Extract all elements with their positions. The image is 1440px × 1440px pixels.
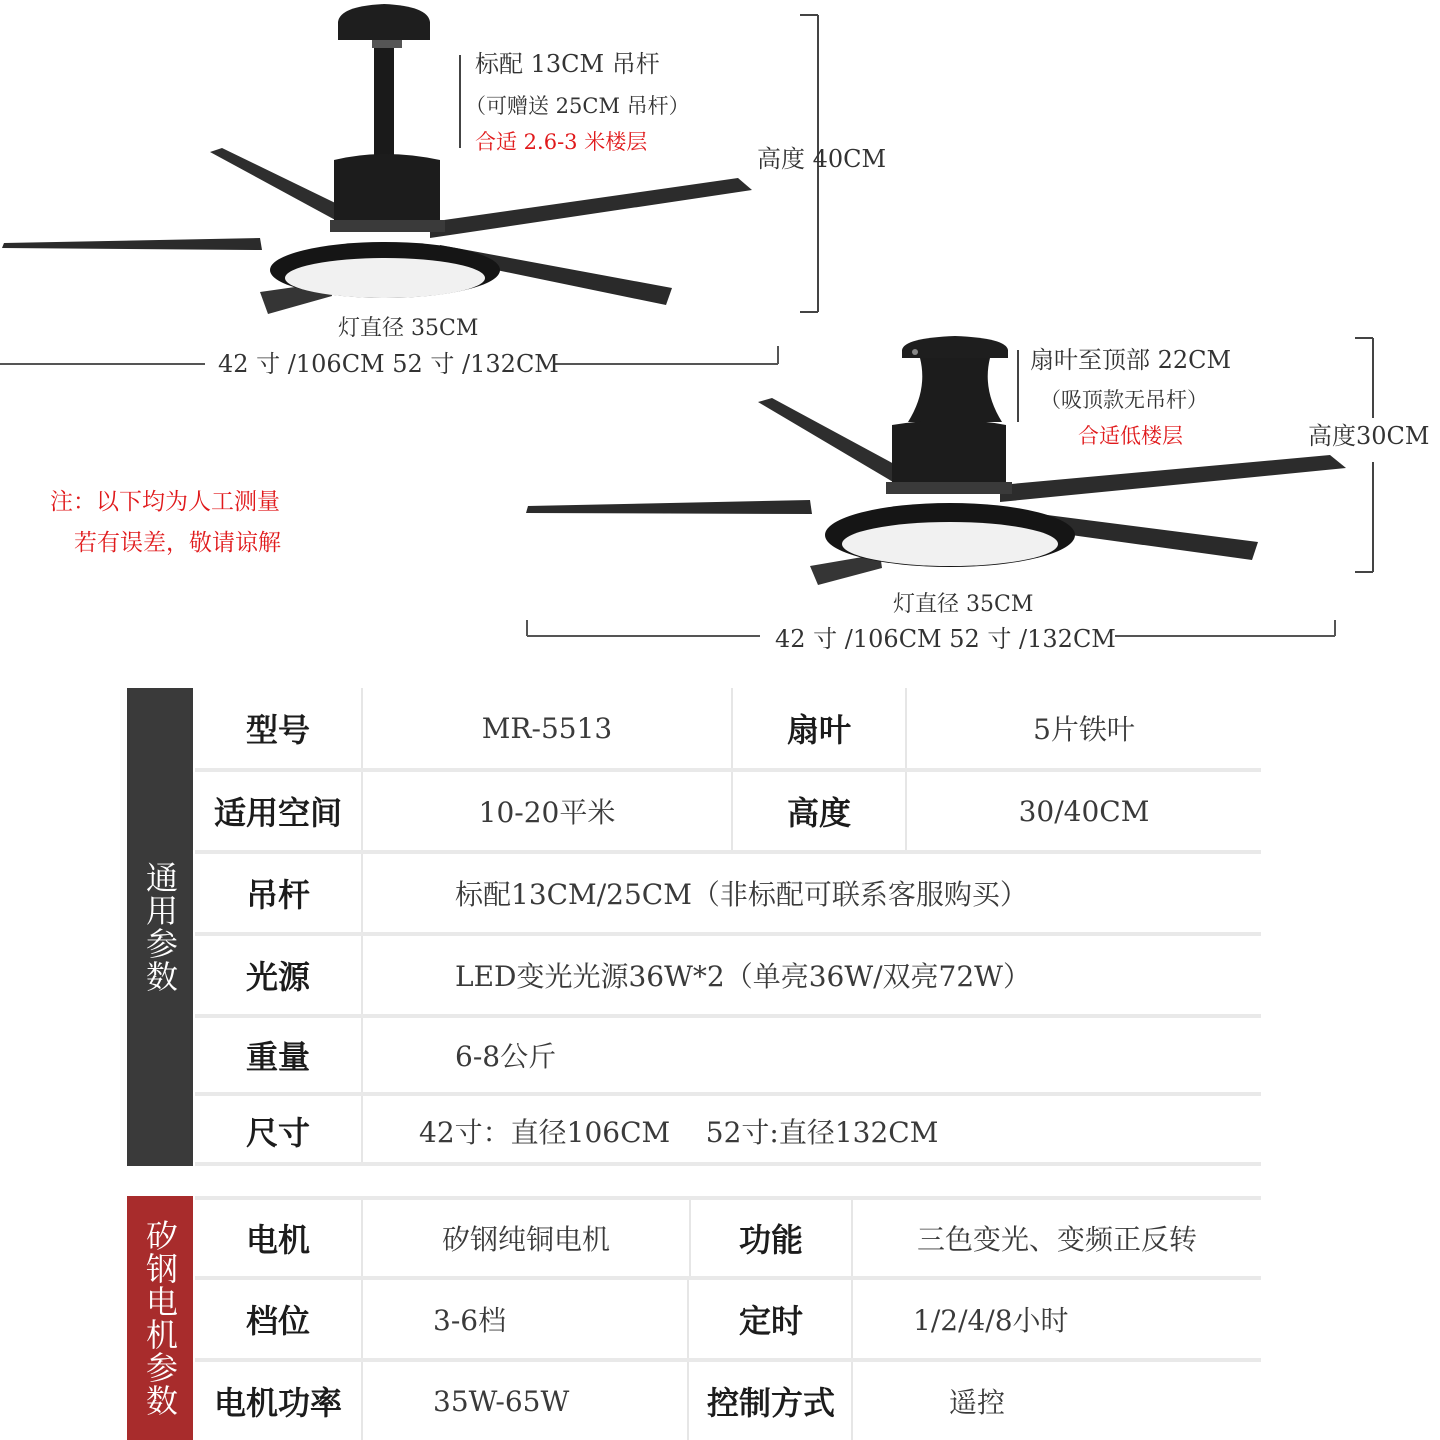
weight-value: 6-8公斤 — [455, 1040, 557, 1073]
height-spec-label: 高度 — [733, 772, 907, 850]
table-row — [195, 688, 1261, 768]
mount-note-label: （吸顶款无吊杆） — [1040, 388, 1208, 412]
general-params-header: 通用参数 — [127, 688, 193, 1166]
mount-distance-label: 扇叶至顶部 22CM — [1030, 346, 1232, 374]
table-row — [195, 1280, 1261, 1358]
rod-spec-label: 吊杆 — [195, 854, 363, 932]
rod-spec-value: 标配13CM/25CM（非标配可联系客服购买） — [455, 878, 1028, 911]
speed-label: 档位 — [195, 1280, 363, 1358]
blades-label: 扇叶 — [733, 688, 907, 768]
speed-value: 3-6档 — [363, 1280, 689, 1358]
rod-gift-label: （可赠送 25CM 吊杆） — [465, 94, 690, 118]
light-diameter-label: 灯直径 35CM — [338, 316, 479, 341]
motor-params-table — [127, 1196, 1261, 1440]
general-params-table — [127, 688, 1261, 1166]
size-spec-label: 尺寸 — [195, 1096, 363, 1166]
size-label: 42 寸 /106CM 52 寸 /132CM — [218, 350, 559, 378]
rod-length-label: 标配 13CM 吊杆 — [475, 50, 660, 78]
height-spec-value: 30/40CM — [1018, 794, 1150, 828]
model-label: 型号 — [195, 688, 363, 768]
measurement-note-2: 若有误差，敬请谅解 — [74, 530, 281, 556]
size-label-flush: 42 寸 /106CM 52 寸 /132CM — [775, 625, 1116, 653]
function-value: 三色变光、变频正反转 — [916, 1223, 1197, 1256]
motor-label: 电机 — [195, 1200, 363, 1276]
table-row — [195, 1096, 1261, 1166]
timer-value: 1/2/4/8小时 — [913, 1304, 1069, 1337]
blades-value: 5片铁叶 — [1033, 713, 1135, 746]
control-label: 控制方式 — [691, 1362, 853, 1440]
table-row — [195, 1362, 1261, 1440]
space-label: 适用空间 — [195, 772, 363, 850]
function-label: 功能 — [691, 1200, 853, 1276]
measurement-note: 注：以下均为人工测量 — [50, 489, 280, 515]
model-value: MR-5513 — [363, 688, 733, 768]
timer-label: 定时 — [691, 1280, 853, 1358]
rod-fit-label: 合适 2.6-3 米楼层 — [475, 130, 648, 154]
table-row — [195, 854, 1261, 932]
power-label: 电机功率 — [195, 1362, 363, 1440]
control-value: 遥控 — [949, 1386, 1006, 1419]
table-row — [195, 1200, 1261, 1276]
power-value: 35W-65W — [363, 1362, 689, 1440]
table-row — [195, 1018, 1261, 1092]
size-spec-value: 42寸：直径106CM 52寸:直径132CM — [419, 1116, 939, 1149]
light-source-value: LED变光光源36W*2（单亮36W/双亮72W） — [455, 960, 1031, 993]
height-label: 高度 40CM — [757, 145, 887, 173]
light-diameter-label-flush: 灯直径 35CM — [893, 592, 1034, 617]
table-row — [195, 936, 1261, 1014]
motor-value: 矽钢纯铜电机 — [363, 1200, 691, 1276]
motor-params-header: 矽钢电机参数 — [127, 1196, 193, 1440]
space-value: 10-20平米 — [363, 772, 733, 850]
mount-fit-label: 合适低楼层 — [1078, 424, 1183, 448]
table-row — [195, 772, 1261, 850]
ceiling-fan-illustration-rod — [0, 0, 820, 330]
light-source-label: 光源 — [195, 936, 363, 1014]
height-label-flush: 高度30CM — [1308, 422, 1430, 450]
weight-label: 重量 — [195, 1018, 363, 1092]
